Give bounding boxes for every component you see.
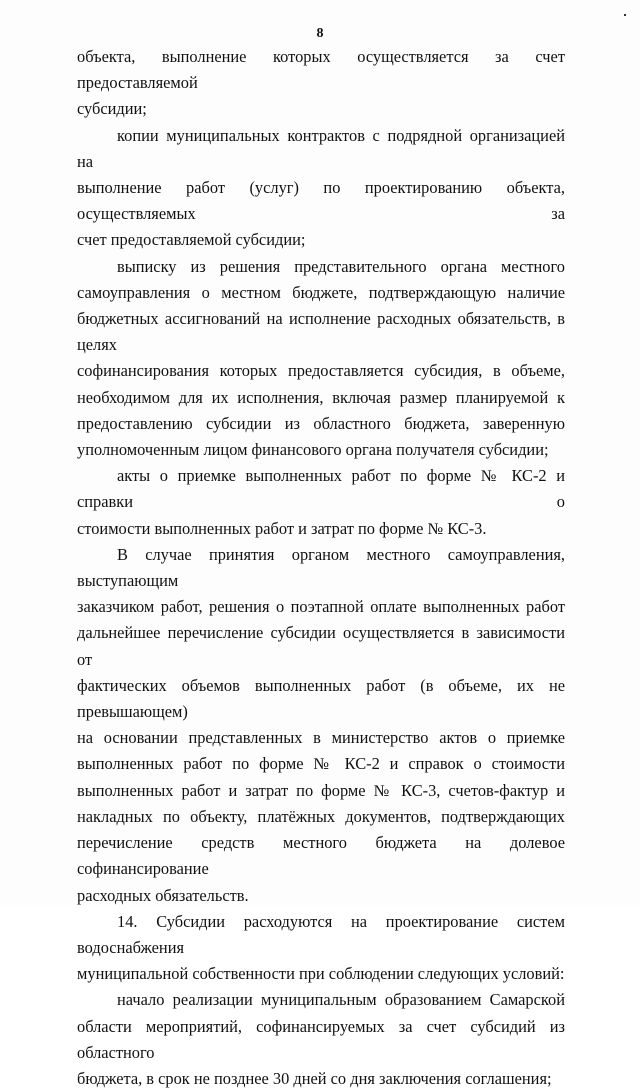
text-line: предоставлению субсидии из областного бюджета, заверенную xyxy=(77,413,565,433)
paragraph xyxy=(77,909,565,988)
page-number: 8 xyxy=(316,26,324,41)
paragraph xyxy=(77,254,565,464)
text-line: В случае принятия органом местного самоуправления, выступающим xyxy=(77,544,565,591)
text-line: перечисление средств местного бюджета на долевое софинансирование xyxy=(77,833,565,879)
text-line: необходимом для их исполнения, включая размер планируемой к xyxy=(77,387,565,407)
paragraph xyxy=(77,463,565,542)
text-line: стоимости выполненных работ и затрат по форме № КС-3. xyxy=(77,518,487,538)
text-line: фактических объемов выполненных работ (в объеме, их не превышающем) xyxy=(77,675,565,722)
text-line: 14. Субсидии расходуются на проектирование систем водоснабжения xyxy=(77,911,565,957)
text-line: субсидии; xyxy=(77,99,147,119)
text-line: дальнейшее перечисление субсидии осуществляется в зависимости от xyxy=(77,623,565,669)
text-line: начало реализации муниципальным образованием Самарской xyxy=(117,990,565,1010)
text-line: муниципальной собственности при соблюдении следующих условий: xyxy=(77,964,565,984)
text-line: объекта, выполнение которых осуществляется за счет предоставляемой xyxy=(77,47,565,93)
scan-speck xyxy=(624,14,626,16)
paragraph xyxy=(77,44,565,123)
text-line: уполномоченным лицом финансового органа получателя субсидии; xyxy=(77,440,549,460)
text-line: акты о приемке выполненных работ по форме № КС-2 и справки о xyxy=(77,466,565,512)
paragraph xyxy=(77,987,565,1092)
paragraph xyxy=(77,542,565,909)
document-body xyxy=(77,44,565,1092)
text-line: выполненных работ по форме № КС-2 и справок о стоимости xyxy=(77,754,565,774)
text-line: на основании представленных в министерство актов о приемке xyxy=(77,728,565,748)
text-line: накладных по объекту, платёжных документов, подтверждающих xyxy=(77,806,565,826)
text-line: области мероприятий, софинансируемых за счет субсидий из областного xyxy=(77,1016,565,1062)
text-line: расходных обязательств. xyxy=(77,885,249,905)
text-line: самоуправления о местном бюджете, подтверждающую наличие xyxy=(77,282,565,302)
text-line: выполнение работ (услуг) по проектированию объекта, осуществляемых за xyxy=(77,178,565,224)
text-line: счет предоставляемой субсидии; xyxy=(77,230,306,250)
paragraph xyxy=(77,123,565,254)
text-line: бюджетных ассигнований на исполнение расходных обязательств, в целях xyxy=(77,309,565,355)
text-line: выписку из решения представительного органа местного xyxy=(117,256,565,276)
text-line: софинансирования которых предоставляется субсидия, в объеме, xyxy=(77,361,565,381)
text-line: заказчиком работ, решения о поэтапной оплате выполненных работ xyxy=(77,597,565,617)
text-line: бюджета, в срок не позднее 30 дней со дня заключения соглашения; xyxy=(77,1068,552,1088)
text-line: копии муниципальных контрактов с подрядной организацией на xyxy=(77,125,565,171)
text-line: выполненных работ и затрат по форме № КС-3, счетов-фактур и xyxy=(77,780,565,800)
